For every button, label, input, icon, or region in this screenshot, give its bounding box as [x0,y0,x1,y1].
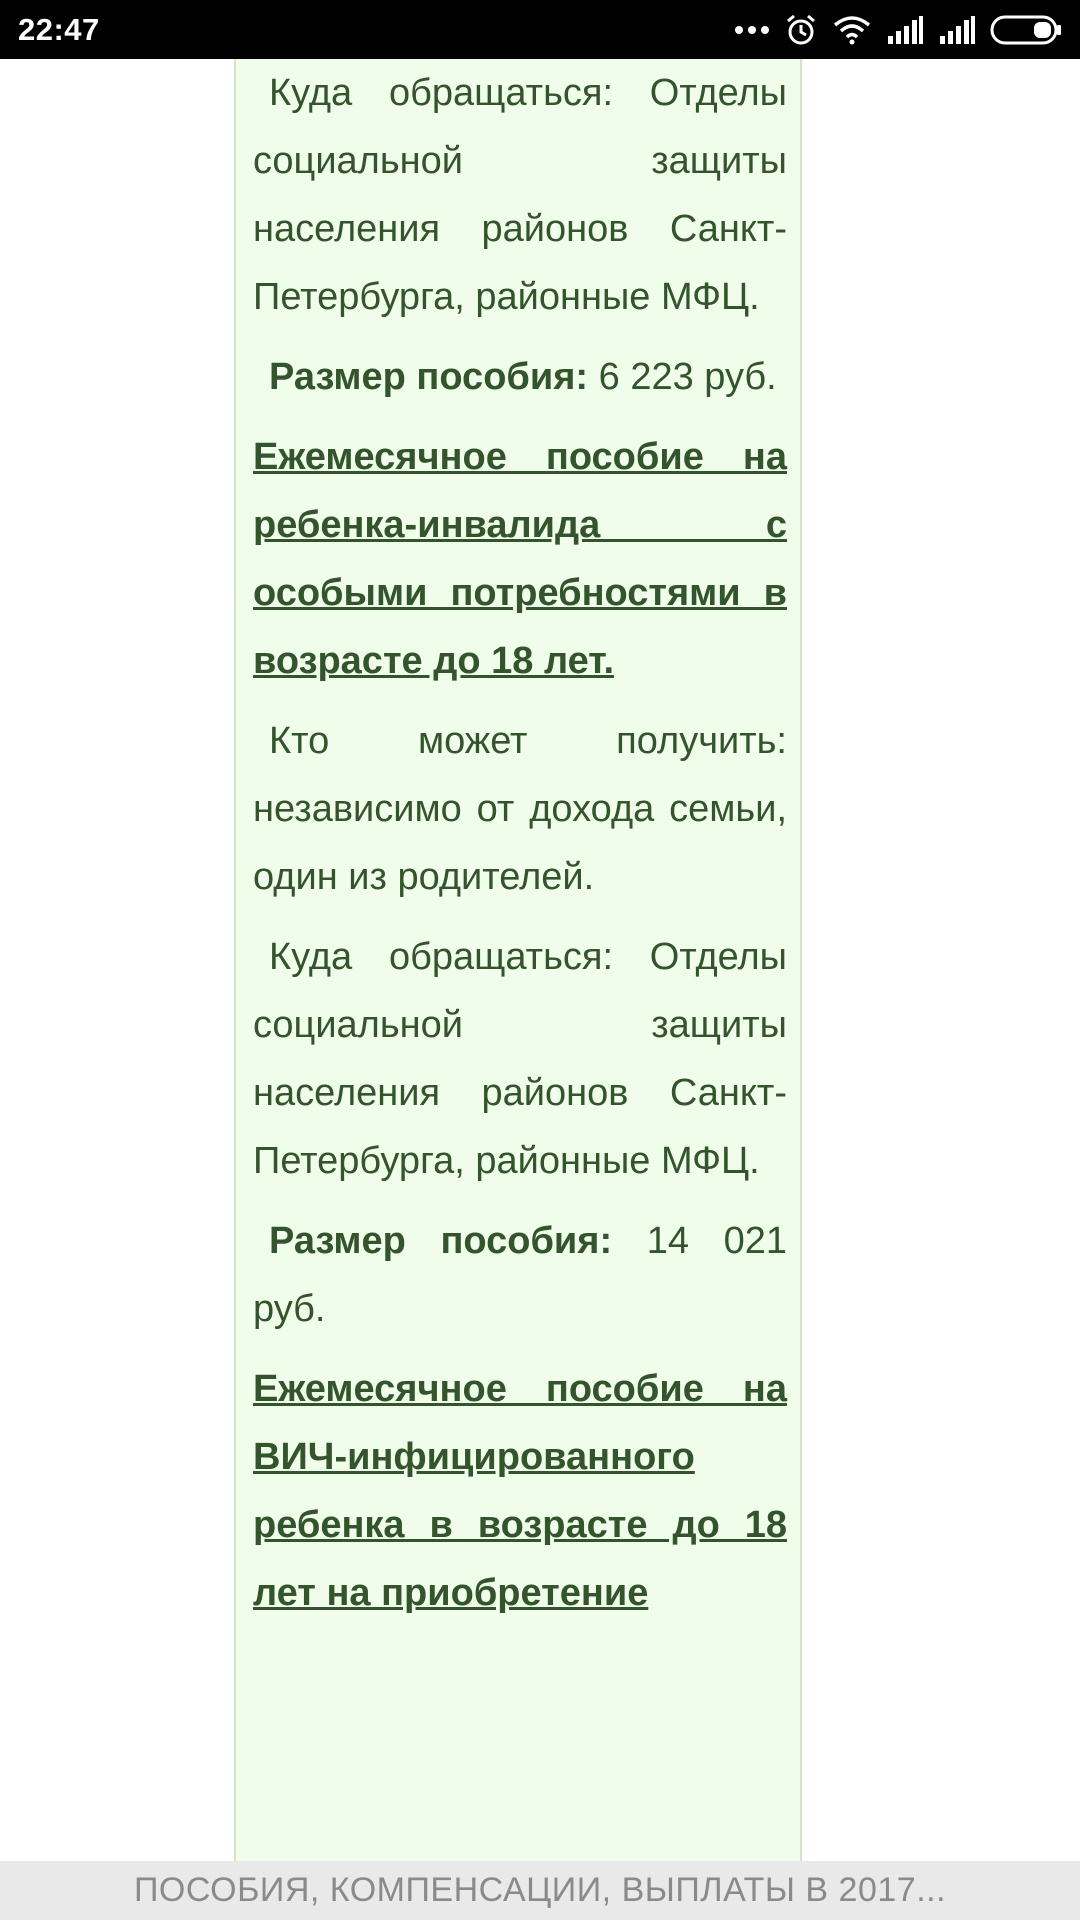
article-content [253,59,787,1639]
benefit-heading-text: Ежемесячное пособие на ребенка-инвалида с особыми потребностями в возрасте до 18 лет. [253,436,787,682]
benefit-size-value: 6 223 руб. [588,356,777,398]
signal-icon [886,16,924,44]
who-can-receive-text: Кто может получить: независимо от дохода семьи, один из родителей. [253,720,787,898]
where-to-apply-text: Куда обращаться: Отделы социальной защиты населения районов Санкт-Петербурга, районные МФЦ. [253,72,787,318]
benefit-heading-text: Ежемесячное пособие на ВИЧ-инфицированного ребенка в возрасте до 18 лет на приобретение [253,1368,787,1614]
article-column [234,59,802,1861]
where-to-apply-paragraph [253,59,787,331]
page-title: ПОСОБИЯ, КОМПЕНСАЦИИ, ВЫПЛАТЫ В 2017... [133,1871,947,1909]
status-time: 22:47 [18,11,100,47]
alarm-icon [784,13,818,47]
status-bar [0,0,1080,59]
benefit-size-label: Размер пособия: [269,356,589,398]
signal-icon [938,16,976,44]
more-dots-icon [734,25,770,35]
benefit-size-value: 14 021 руб. [253,1220,787,1330]
benefit-size-paragraph [253,1207,787,1343]
benefit-size-label: Размер пособия: [269,1220,613,1262]
wifi-icon [832,15,872,45]
who-can-receive-paragraph [253,707,787,911]
where-to-apply-paragraph [253,923,787,1195]
page-title-bar[interactable] [0,1861,1080,1920]
benefit-size-paragraph [253,343,787,411]
where-to-apply-text: Куда обращаться: Отделы социальной защиты населения районов Санкт-Петербурга, районные МФЦ. [253,936,787,1182]
status-icons [734,13,1062,47]
benefit-heading-link[interactable] [253,1355,787,1627]
battery-icon [990,15,1062,45]
benefit-heading-link[interactable] [253,423,787,695]
